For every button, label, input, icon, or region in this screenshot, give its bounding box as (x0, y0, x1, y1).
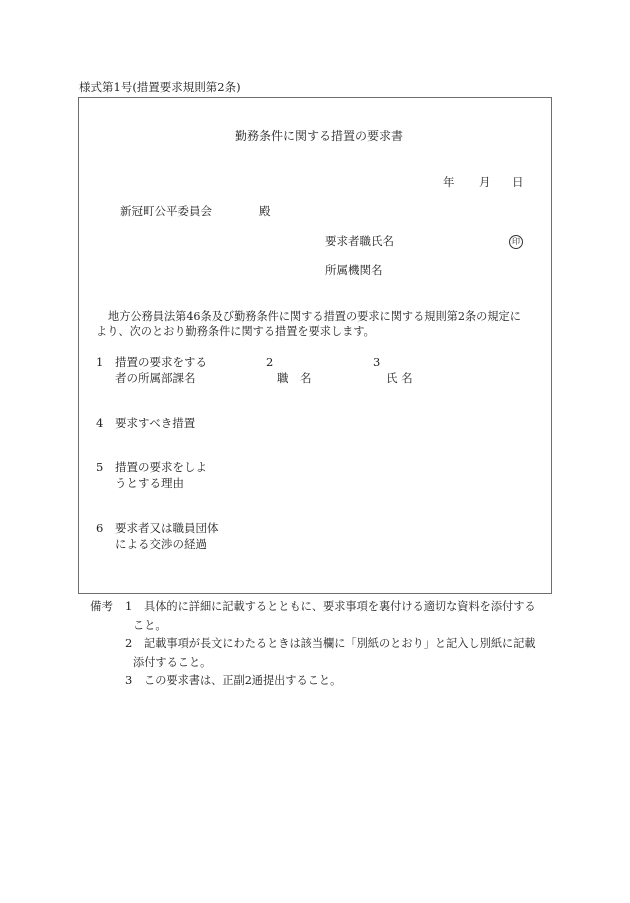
item-number: 5 (96, 460, 104, 474)
item-label-line1: 要求すべき措置 (115, 416, 196, 430)
form-box (78, 97, 552, 594)
note-text-line1: 記載事項が長文にわたるときは該当欄に「別紙のとおり」と記入し別紙に記載 (144, 637, 536, 650)
date-day-label: 日 (512, 175, 524, 189)
note-text-line2: 添付すること。 (133, 656, 212, 669)
body-line-2: より、次のとおり勤務条件に関する措置を要求します。 (96, 325, 375, 338)
item-label-line1: 要求者又は職員団体 (115, 521, 219, 535)
addressee-name: 新冠町公平委員会 (120, 204, 212, 218)
note-number: 2 (125, 636, 133, 650)
note-number: 1 (125, 599, 133, 613)
requester-name-label: 要求者職氏名 (325, 234, 394, 248)
item-label-line2: による交渉の経過 (115, 537, 207, 551)
date-month-label: 月 (479, 175, 491, 189)
form-label: 様式第1号(措置要求規則第2条) (79, 80, 241, 94)
item-label-line2: 氏 名 (386, 371, 413, 385)
note-text-line1: 具体的に詳細に記載するとともに、要求事項を裏付ける適切な資料を添付する (144, 600, 536, 613)
requester-dept-label: 所属機関名 (325, 263, 383, 277)
notes-label: 備考 (90, 599, 113, 613)
item-label-line1: 措置の要求をしよ (115, 460, 207, 474)
item-number: 1 (96, 355, 104, 369)
seal-icon: 印 (509, 235, 523, 249)
item-label-line2: 者の所属部課名 (115, 371, 196, 385)
item-label-line1: 措置の要求をする (115, 355, 207, 369)
item-number: 4 (96, 416, 104, 430)
date-year-label: 年 (443, 175, 455, 189)
item-number: 6 (96, 521, 104, 535)
document-title: 勤務条件に関する措置の要求書 (235, 129, 404, 143)
addressee-honorific: 殿 (259, 204, 271, 218)
body-line-1: 地方公務員法第46条及び勤務条件に関する措置の要求に関する規則第2条の規定に (108, 310, 521, 323)
note-number: 3 (125, 673, 133, 687)
item-number: 3 (373, 355, 381, 369)
item-number: 2 (266, 355, 274, 369)
note-text-line1: この要求書は、正副2通提出すること。 (144, 674, 342, 687)
note-text-line2: こと。 (133, 619, 167, 632)
item-label-line2: 職 名 (277, 371, 312, 385)
item-label-line2: うとする理由 (115, 476, 184, 490)
